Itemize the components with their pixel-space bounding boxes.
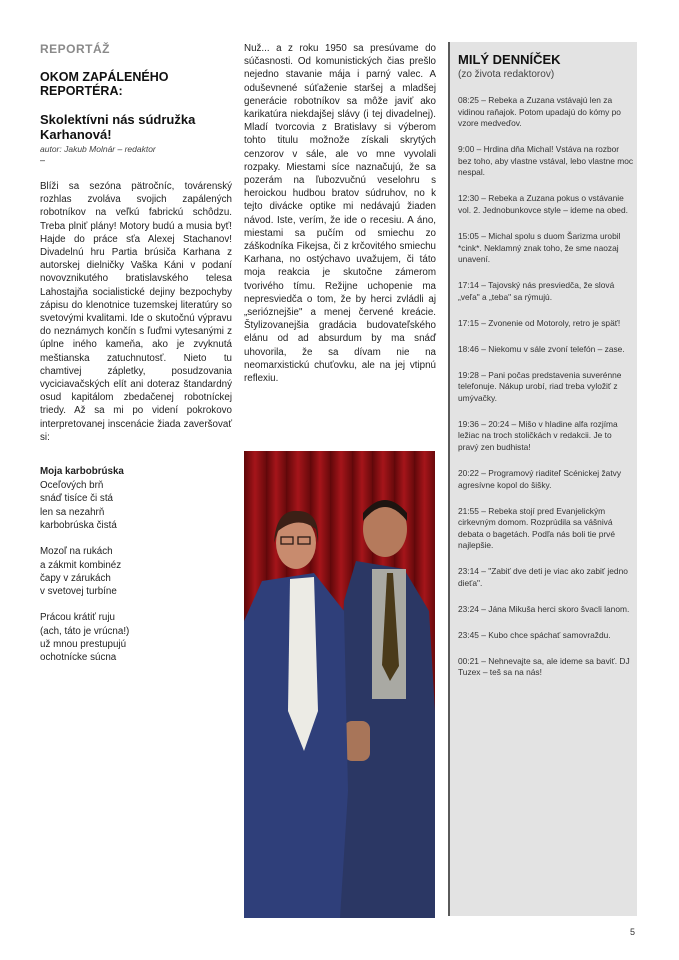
article-column-middle — [244, 42, 436, 385]
diary-entry: 9:00 – Hrdina dňa Michal! Vstáva na rozbor bez toho, aby vlastne vstával, lebo vlastne moc nespal. — [458, 144, 634, 178]
diary-sidebar — [450, 42, 637, 916]
poem-line: snáď tisíce či stá — [40, 493, 113, 505]
diary-entry: 18:46 – Niekomu v sále zvoní telefón – zase. — [458, 343, 625, 354]
diary-entry: 15:05 – Michal spolu s duom Šarizma urobil *cink*. Neklamný znak toho, že sme naozaj unavení. — [458, 230, 621, 265]
diary-entry: 12:30 – Rebeka a Zuzana pokus o vstávanie vol. 2. Jednobunkovce style – ideme na obed. — [458, 193, 628, 215]
theatre-photo-illustration — [244, 451, 435, 918]
poem-stanza — [40, 545, 232, 598]
poem-line: už mnou prestupujú — [40, 639, 127, 651]
poem-line: čapy v zárukách — [40, 572, 111, 584]
page-number: 5 — [630, 927, 636, 937]
poem-line: karbobrúska čistá — [40, 519, 117, 531]
diary-entry: 17:15 – Zvonenie od Motoroly, retro je späť! — [458, 317, 621, 328]
diary-entry: 21:55 – Rebeka stojí pred Evanjelickým cirkevným domom. Rozprúdila sa vášnivá debata o bagetách. Podľa nás boli tie prvé najlepšie. — [458, 505, 616, 551]
article-author: autor: Jakub Molnár – redaktor — [40, 144, 156, 154]
diary-entry: 19:28 – Pani počas predstavenia suverénne telefonuje. Nákup urobí, riad treba vyložiť z umývačky. — [458, 369, 622, 403]
diary-entry: 17:14 – Tajovský nás presviedča, že slová „veľa" a „teba" sa rýmujú. — [458, 280, 615, 302]
poem-line: (ach, táto je vrúcna!) — [40, 625, 130, 637]
diary-entry: 08:25 – Rebeka a Zuzana vstávajú len za vidinou raňajok. Potom upadajú do kómy po vzore medveďov. — [458, 95, 621, 129]
poem-stanza — [40, 479, 232, 532]
theatre-photo — [244, 451, 435, 918]
article-column-left — [40, 42, 232, 678]
article-body-middle: Nuž... a z roku 1950 sa presúvame do súčasnosti. Od komunistických čias prešlo nejedno stavanie mája i parný valec. A oduševnené súťaženie staršej a mladšej generácie robotníkov sa môže javiť ako karikatúra niekdajšej slávy (i tej divadelnej). Mladí tvorcovia z Bratislavy si výberom tohto titulu možnože získali skrytých cenzorov v sále, ale vo mne vyvolali rozpaky. Miestami síce naznačujú, že sa pozerám na ľubozvučnú veselohru s heroickou hudbou bratov súdruhov, no k tejto divácke optike mi nedávajú žiaden návod. Iste, verím, že ide o recesiu. A áno, miestami sa pučím od smiechu zo záškodníka Fikejsa, či z krčovitého smiechu Karhana, no ostýchavo uvažujem, či táto moja reakcia je skutočne zámerom tvorivého tímu. Režijne uchopenie ma nepresviedča o tom, že by herci zvládli aj „serióznejšie" a menej červené kreácie. Štylizovanejšia gradácia budovateľského elánu od ad absurdum by ma snáď uhovorila, že sa dívam nie na neomarxistickú chuťovku, ale na jej vtipnú reflexiu. — [244, 43, 436, 385]
diary-entry: 23:14 – "Zabiť dve deti je viac ako zabiť jedno dieťa". — [458, 566, 628, 588]
article-title: Skolektívni nás súdružka Karhanová! — [40, 112, 196, 142]
diary-entries — [458, 95, 634, 693]
poem-line: Mozoľ na rukách — [40, 546, 113, 558]
section-title: OKOM ZAPÁLENÉHO REPORTÉRA: — [40, 70, 169, 98]
poem-line: a zákmit kombinéz — [40, 559, 122, 571]
poem-title: Moja karbobrúska — [40, 466, 124, 478]
article-body-left: Blíži sa sezóna pätročníc, továrenský rozhlas zvoláva svojich zapálených robotníkov na veľkú fabrickú schôdzu. Treba plniť plány! Motory budú a musia byť! Hajde do práce sťa Alexej Stachanov! Divadelnú hru Partia brúsiča Karhana z autorskej dielničky Vaška Káni v podaní novovznikutého bratislavského telesa Lahostajňa socialistické dejiny bezpochyby zápisu do klenotnice tuzemskej literatúry so svetovými kvalitami. Ide o skutočnú výpravu do neznámych končín s ľuďmi vytesanými z úplne iného kameňa, ako je zvyknutá meštianska zatuchnutosť. Nieto tu chamtivej zápletky, posudzovania vyciciavačských elít ani doteraz štandardný osud kapitálom zbedačenej robotníckej triedy. Až sa mi po videní pokrokovo interpretovanej inscenácie žiada zaveršovať si: — [40, 181, 232, 443]
author-dash: – — [40, 155, 46, 165]
section-kicker: REPORTÁŽ — [40, 42, 110, 56]
poem-line: Oceľových brň — [40, 480, 104, 492]
diary-entry: 00:21 – Nehnevajte sa, ale ideme sa baviť. DJ Tuzex – teš sa na nás! — [458, 655, 630, 678]
diary-entry: 19:36 – 20:24 – Mišo v hladine alfa rozjíma ležiac na troch stoličkách v redakcii. Je to pravý zen budhista! — [458, 418, 618, 452]
diary-entry: 23:45 – Kubo chce spáchať samovraždu. — [458, 629, 611, 640]
diary-entry: 20:22 – Programový riaditeľ Scénickej žatvy agresívne kopol do šišky. — [458, 467, 622, 490]
poem-line: Prácou krátiť ruju — [40, 612, 116, 624]
diary-entry: 23:24 – Jána Mikuša herci skoro švacli lanom. — [458, 603, 630, 614]
sidebar-subtitle: (zo života redaktorov) — [458, 69, 555, 80]
poem-line: v svetovej turbíne — [40, 586, 117, 598]
poem-line: ochotnícke súcna — [40, 652, 117, 664]
sidebar-title: MILÝ DENNÍČEK — [458, 52, 561, 67]
poem-stanza — [40, 611, 232, 664]
poem-line: len sa nezahrň — [40, 506, 105, 518]
